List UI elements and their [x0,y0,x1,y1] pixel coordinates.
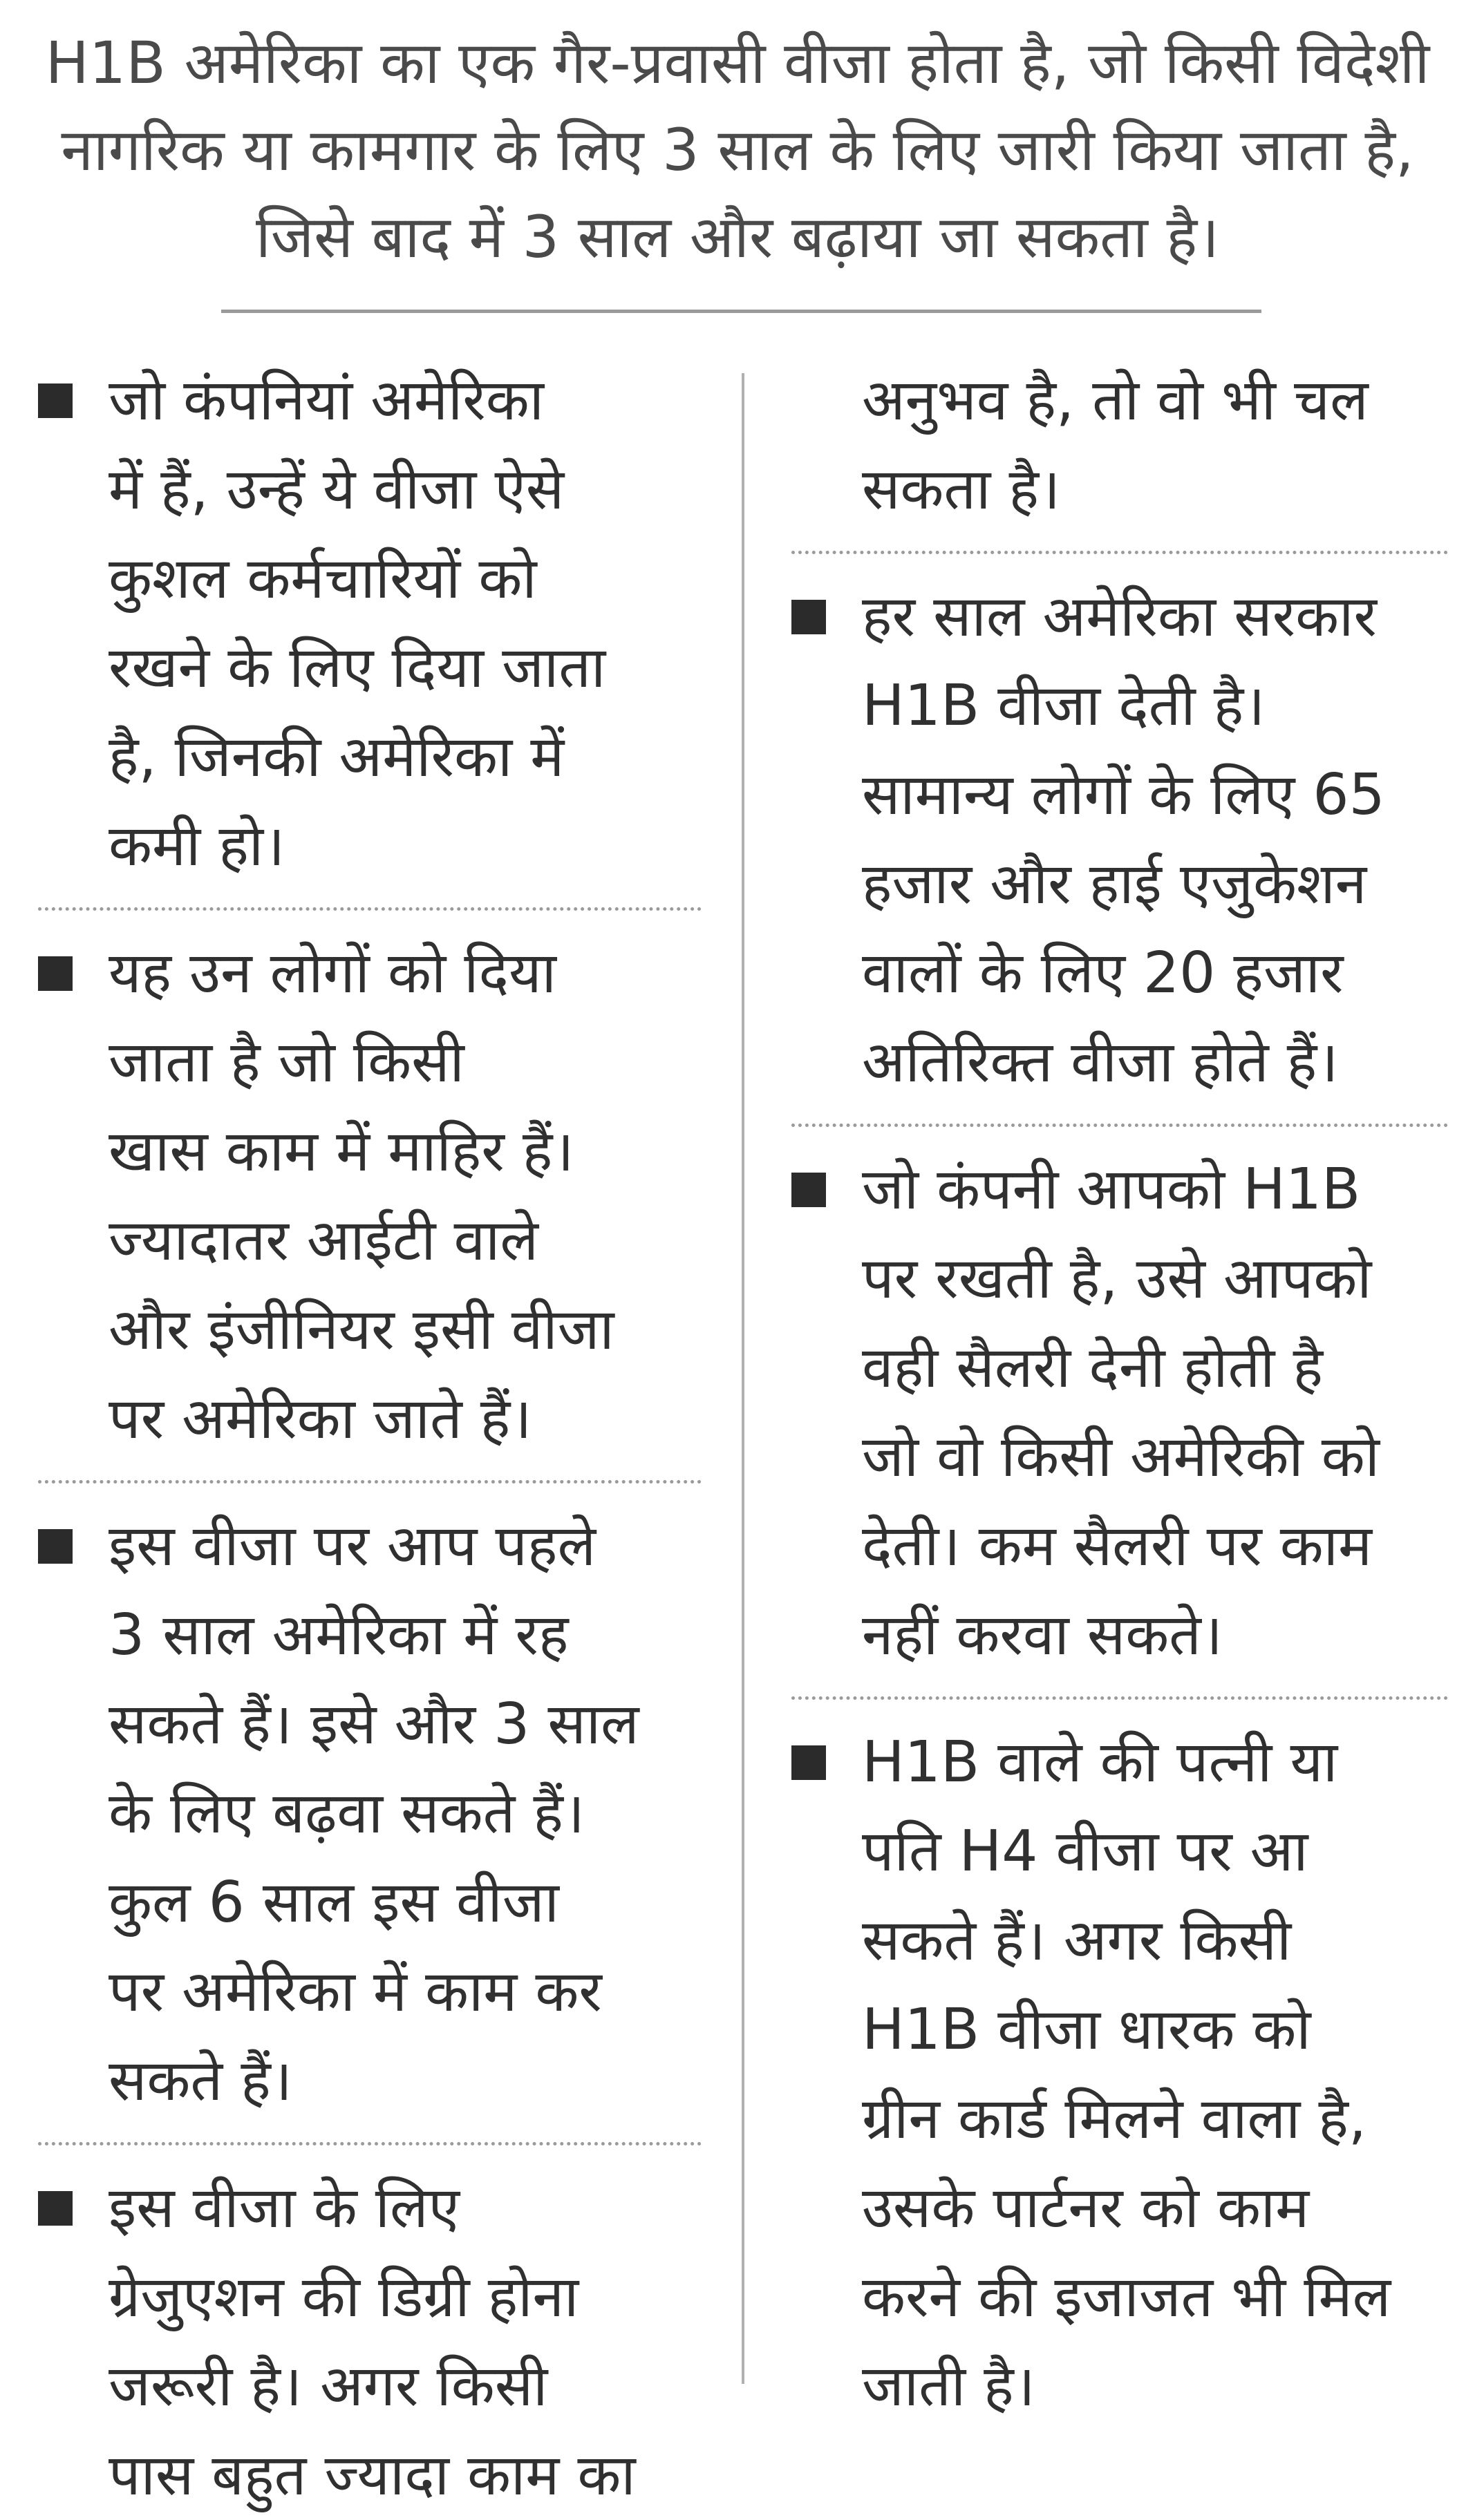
left-column [38,356,702,2520]
list-item [38,929,702,1463]
list-item-continuation [791,356,1448,534]
list-item-text: अनुभव है, तो वो भी चल सकता है। [862,368,1369,522]
list-item-text: H1B वाले की पत्नी या पति H4 वीजा पर आ सकते हैं। अगर किसी H1B वीजा धारक को ग्रीन कार्ड मिलने वाला है, उसके पार्टनर को काम करने की इजाजत भी मिल जाती है। [862,1730,1391,2419]
dotted-divider [791,551,1448,554]
square-bullet-icon [791,1173,826,1207]
list-item-text: जो कंपनियां अमेरिका में हैं, उन्हें ये वीजा ऐसे कुशल कर्मचारियों को रखने के लिए दिया जाता है, जिनकी अमेरिका में कमी हो। [109,368,606,879]
square-bullet-icon [38,2191,73,2226]
list-item [38,356,702,891]
list-item [791,572,1448,1107]
list-item-text: हर साल अमेरिका सरकार H1B वीजा देती है। सामान्य लोगों के लिए 65 हजार और हाई एजुकेशन वालों के लिए 20 हजार अतिरिक्त वीजा होते हैं। [862,584,1385,1095]
dotted-divider [791,1124,1448,1127]
dotted-divider [791,1696,1448,1700]
list-item [791,1145,1448,1680]
list-item-text: इस वीजा के लिए ग्रेजुएशन की डिग्री होना जरूरी है। अगर किसी पास बहुत ज्यादा काम का [109,2175,636,2508]
square-bullet-icon [38,1529,73,1564]
list-item [38,1501,702,2125]
square-bullet-icon [791,1745,826,1780]
top-divider [221,310,1261,313]
dotted-divider [38,2142,702,2145]
square-bullet-icon [791,600,826,634]
list-item [791,1718,1448,2431]
right-column [791,356,1448,2431]
square-bullet-icon [38,383,73,418]
square-bullet-icon [38,956,73,991]
list-item [38,2163,702,2520]
column-divider [742,373,744,2384]
list-item-text: इस वीजा पर आप पहले 3 साल अमेरिका में रह सकते हैं। इसे और 3 साल के लिए बढ़वा सकते हैं। कुल 6 साल इस वीजा पर अमेरिका में काम कर सकते हैं। [109,1513,639,2114]
dotted-divider [38,907,702,911]
dotted-divider [38,1480,702,1484]
list-item-text: जो कंपनी आपको H1B पर रखती है, उसे आपको वही सैलरी देनी होती है जो वो किसी अमेरिकी को देती। कम सैलरी पर काम नहीं करवा सकते। [862,1157,1380,1668]
intro-paragraph: H1B अमेरिका का एक गैर-प्रवासी वीजा होता है, जो किसी विदेशी नागरिक या कामगार के लिए 3 साल के लिए जारी किया जाता है, जिसे बाद में 3 साल और बढ़ाया जा सकता है। [45,29,1430,271]
list-item-text: यह उन लोगों को दिया जाता है जो किसी खास काम में माहिर हैं। ज्यादातर आईटी वाले और इंजीनियर इसी वीजा पर अमेरिका जाते हैं। [109,940,614,1452]
